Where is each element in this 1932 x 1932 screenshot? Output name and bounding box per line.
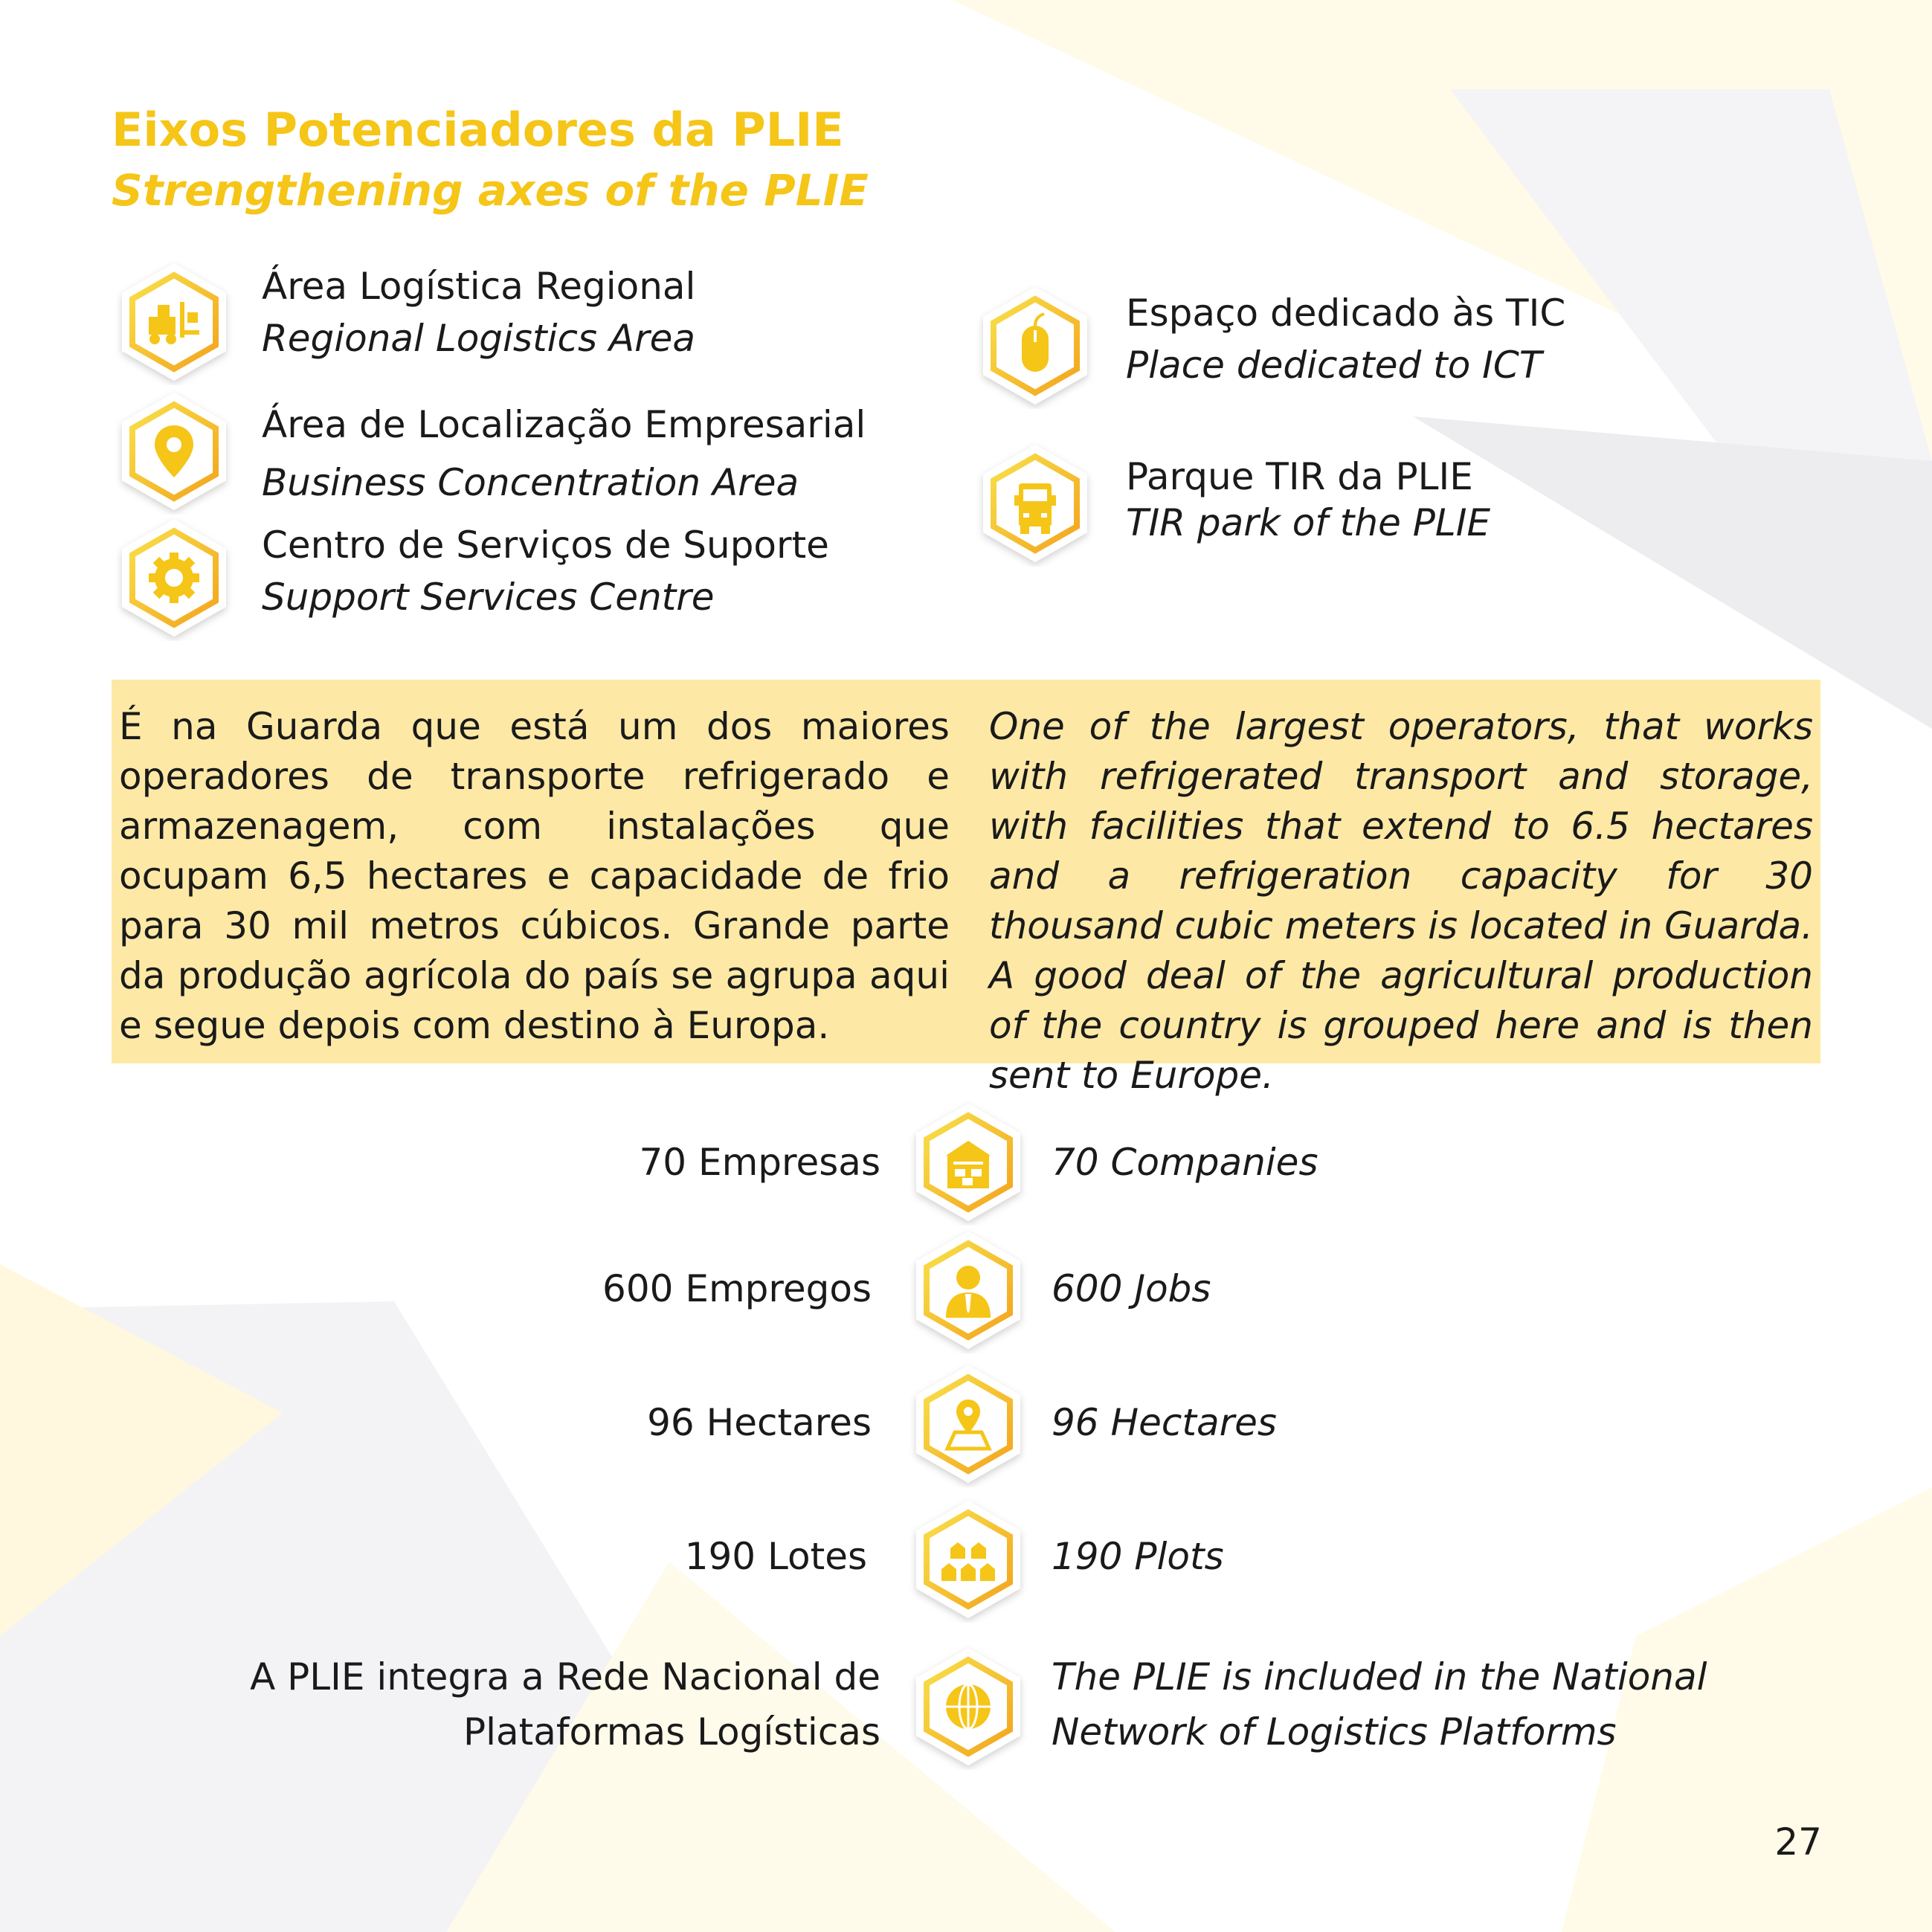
axis-regional-logistics bbox=[262, 260, 695, 364]
stat-jobs-en: 600 Jobs bbox=[1052, 1267, 1211, 1310]
axis-business-concentration bbox=[262, 396, 866, 512]
stat-network-pt-line1: A PLIE integra a Rede Nacional de bbox=[250, 1655, 880, 1698]
highlight-text-en: One of the largest operators, that works with refrigerated transport and storage, with facilities that extend to 6.5 hectares and a refrigeration capacity for 30 thousand cubic meters is located in Guarda. A good deal of the agricultural production of the country is grouped here and is then sent to Europe. bbox=[989, 705, 1813, 1097]
highlight-text-pt: É na Guarda que está um dos maiores operadores de transporte refrigerado e armazenagem, com instalações que ocupam 6,5 hectares e capacidade de frio para 30 mil metros cúbicos. Grande parte da produção agrícola do país se agrupa aqui e segue depois com destino à Europa. bbox=[119, 705, 950, 1047]
highlight-box bbox=[112, 680, 1820, 1097]
truck-icon bbox=[976, 440, 1095, 567]
globe-icon bbox=[909, 1643, 1028, 1770]
page-title: Eixos Potenciadores da PLIE bbox=[112, 103, 844, 157]
stat-plots-en: 190 Plots bbox=[1052, 1535, 1224, 1578]
gear-icon bbox=[115, 515, 234, 641]
stat-jobs-pt: 600 Empregos bbox=[602, 1267, 872, 1310]
axis-tir-park bbox=[1126, 454, 1490, 546]
axis-label-pt: Área de Localização Empresarial bbox=[262, 403, 866, 446]
location-pin-icon bbox=[115, 388, 234, 515]
axis-label-pt: Espaço dedicado às TIC bbox=[1126, 292, 1566, 335]
axis-label-en: Business Concentration Area bbox=[262, 461, 799, 504]
stat-hectares-pt: 96 Hectares bbox=[647, 1401, 872, 1444]
axis-label-en: Place dedicated to ICT bbox=[1126, 344, 1542, 387]
mouse-icon bbox=[976, 283, 1095, 409]
stat-network-pt bbox=[250, 1649, 880, 1759]
stat-plots-pt: 190 Lotes bbox=[684, 1535, 867, 1578]
axis-label-pt: Parque TIR da PLIE bbox=[1126, 455, 1473, 498]
stat-companies-pt: 70 Empresas bbox=[639, 1141, 880, 1184]
stat-network-en-line2: Network of Logistics Platforms bbox=[1052, 1710, 1617, 1754]
axis-label-pt: Centro de Serviços de Suporte bbox=[262, 524, 829, 567]
page-number: 27 bbox=[1774, 1820, 1822, 1864]
stat-network-pt-line2: Plataformas Logísticas bbox=[463, 1710, 880, 1754]
worker-icon bbox=[909, 1227, 1028, 1353]
buildings-icon bbox=[909, 1496, 1028, 1623]
stat-hectares-en: 96 Hectares bbox=[1052, 1401, 1277, 1444]
stat-companies-en: 70 Companies bbox=[1052, 1141, 1318, 1184]
axis-label-en: Regional Logistics Area bbox=[262, 317, 696, 360]
warehouse-icon bbox=[909, 1099, 1028, 1226]
forklift-icon bbox=[115, 259, 234, 385]
axis-ict-space bbox=[1126, 287, 1565, 391]
stat-network-en bbox=[1052, 1649, 1707, 1759]
axis-label-en: TIR park of the PLIE bbox=[1126, 501, 1491, 544]
axis-label-pt: Área Logística Regional bbox=[262, 265, 696, 308]
map-pin-icon bbox=[909, 1361, 1028, 1487]
axis-label-en: Support Services Centre bbox=[262, 576, 715, 619]
axis-support-services bbox=[262, 519, 829, 623]
stat-network-en-line1: The PLIE is included in the National bbox=[1052, 1655, 1707, 1698]
page-subtitle: Strengthening axes of the PLIE bbox=[112, 165, 869, 216]
